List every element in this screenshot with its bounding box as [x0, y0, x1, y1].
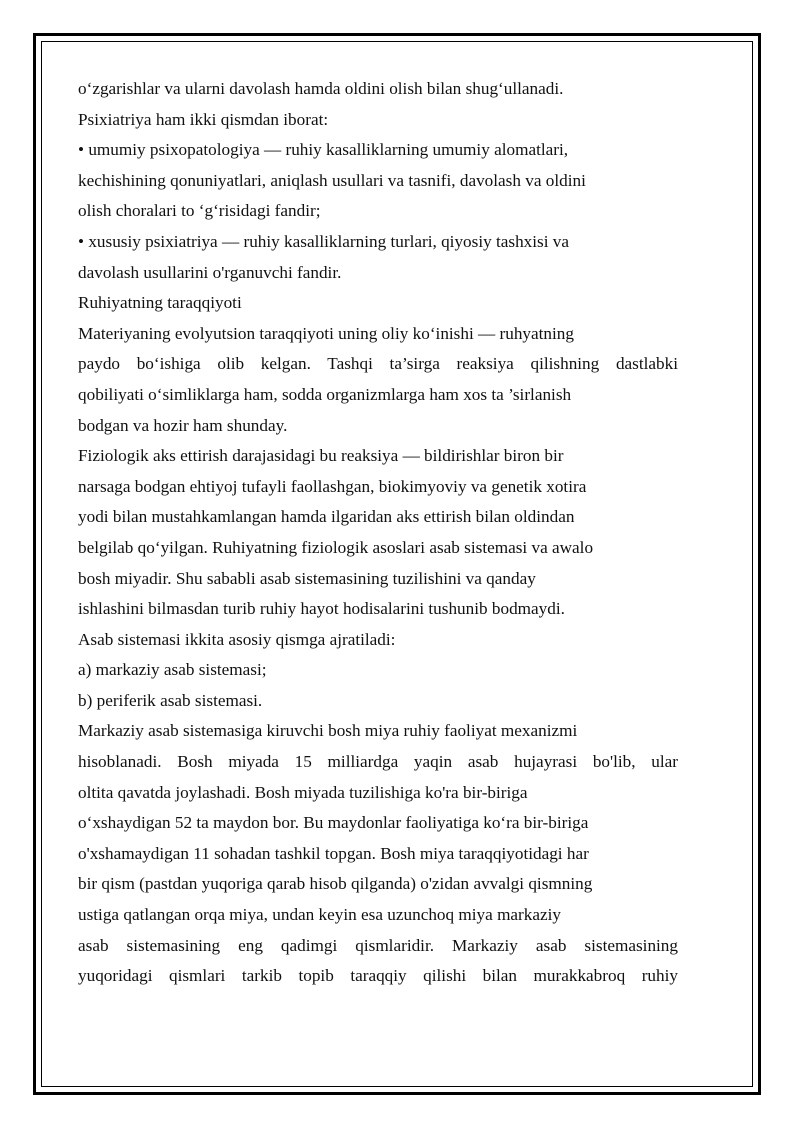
- text-line: paydo bo‘ishiga olib kelgan. Tashqi ta’sirga reaksiya qilishning dastlabki: [78, 354, 678, 374]
- text-line: Materiyaning evolyutsion taraqqiyoti uning oliy ko‘inishi — ruhyatning: [78, 323, 574, 343]
- text-line: o'xshamaydigan 11 sohadan tashkil topgan. Bosh miya taraqqiyotidagi har: [78, 843, 589, 863]
- text-line: davolash usullarini o'rganuvchi fandir.: [78, 262, 342, 282]
- text-line: o‘zgarishlar va ularni davolash hamda oldini olish bilan shug‘ullanadi.: [78, 79, 564, 98]
- text-line: b) periferik asab sistemasi.: [78, 690, 263, 710]
- text-line: • umumiy psixopatologiya — ruhiy kasalliklarning umumiy alomatlari,: [78, 140, 569, 160]
- text-line: Markaziy asab sistemasiga kiruvchi bosh miya ruhiy faoliyat mexanizmi: [78, 721, 578, 741]
- text-line: kechishining qonuniyatlari, aniqlash usullari va tasnifi, davolash va oldini: [78, 170, 586, 190]
- text-line: Asab sistemasi ikkita asosiy qismga ajratiladi:: [78, 629, 396, 649]
- text-line: bir qism (pastdan yuqoriga qarab hisob qilganda) o'zidan avvalgi qismning: [78, 874, 593, 894]
- text-line: o‘xshaydigan 52 ta maydon bor. Bu maydonlar faoliyatiga ko‘ra bir-biriga: [78, 813, 589, 833]
- text-line: a) markaziy asab sistemasi;: [78, 660, 267, 680]
- text-line: qobiliyati o‘simliklarga ham, sodda organizmlarga ham xos ta ’sirlanish: [78, 384, 572, 404]
- text-line: • xususiy psixiatriya — ruhiy kasalliklarning turlari, qiyosiy tashxisi va: [78, 231, 570, 251]
- text-line: narsaga bodgan ehtiyoj tufayli faollashgan, biokimyoviy va genetik xotira: [78, 476, 587, 496]
- text-line: Fiziologik aks ettirish darajasidagi bu reaksiya — bildirishlar biron bir: [78, 446, 564, 466]
- text-line: olish choralari to ‘g‘risidagi fandir;: [78, 201, 321, 221]
- text-line: Psixiatriya ham ikki qismdan iborat:: [78, 109, 329, 129]
- text-line: belgilab qo‘yilgan. Ruhiyatning fiziologik asoslari asab sistemasi va awalo: [78, 537, 594, 557]
- text-line: hisoblanadi. Bosh miyada 15 milliardga yaqin asab hujayrasi bo'lib, ular: [78, 752, 678, 772]
- text-line: asab sistemasining eng qadimgi qismlaridir. Markaziy asab sistemasining: [78, 935, 678, 955]
- text-line: ustiga qatlangan orqa miya, undan keyin esa uzunchoq miya markaziy: [78, 905, 562, 925]
- text-line: yuqoridagi qismlari tarkib topib taraqqiy qilishi bilan murakkabroq ruhiy: [78, 966, 678, 986]
- text-line: Ruhiyatning taraqqiyoti: [78, 293, 242, 313]
- document-body: [78, 74, 678, 992]
- text-line: bodgan va hozir ham shunday.: [78, 415, 288, 435]
- text-line: yodi bilan mustahkamlangan hamda ilgaridan aks ettirish bilan oldindan: [78, 507, 575, 527]
- text-line: ishlashini bilmasdan turib ruhiy hayot hodisalarini tushunib bodmaydi.: [78, 599, 565, 619]
- text-line: oltita qavatda joylashadi. Bosh miyada tuzilishiga ko'ra bir-biriga: [78, 782, 528, 802]
- text-line: bosh miyadir. Shu sababli asab sistemasining tuzilishini va qanday: [78, 568, 536, 588]
